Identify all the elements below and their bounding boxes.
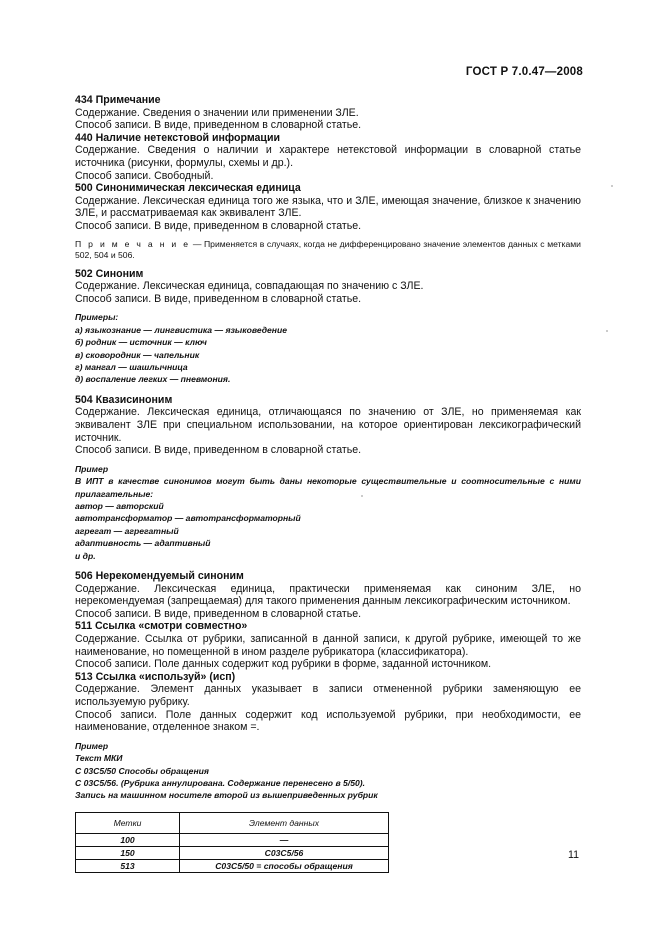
section-511-method: Способ записи. Поле данных содержит код рубрики в форме, заданной источником.: [75, 658, 492, 671]
list-item: автотрансформатор — автотрансформаторный: [75, 513, 301, 524]
note-text: — Применяется в случаях, когда не дифференцировано значение элементов данных с метками 502, 504 и 506.: [75, 238, 581, 261]
page-content: [75, 94, 581, 881]
example-label: Пример: [75, 463, 109, 474]
section-500-method: Способ записи. В виде, приведенном в словарной статье.: [75, 219, 362, 232]
table-cell: С03С5/56: [180, 846, 389, 859]
column-header-data-element: Элемент данных: [180, 812, 389, 833]
section-434-method: Способ записи. В виде, приведенном в словарной статье.: [75, 119, 362, 132]
section-500-title: 500 Синонимическая лексическая единица: [75, 182, 301, 195]
section-440-method: Способ записи. Свободный.: [75, 169, 214, 182]
section-434-content: Содержание. Сведения о значении или применении ЗЛЕ.: [75, 106, 359, 119]
section-502-title: 502 Синоним: [75, 267, 144, 280]
scan-speck: [361, 495, 363, 497]
section-434-title: 434 Примечание: [75, 94, 161, 106]
list-item: в) сковородник — чапельник: [75, 349, 200, 360]
example-line: С 03С5/50 Способы обращения: [75, 765, 209, 776]
table-cell: 513: [76, 859, 180, 872]
section-504-method: Способ записи. В виде, приведенном в словарной статье.: [75, 444, 362, 457]
section-504-title: 504 Квазисиноним: [75, 393, 173, 406]
section-502-method: Способ записи. В виде, приведенном в словарной статье.: [75, 292, 362, 305]
section-511-title: 511 Ссылка «смотри совместно»: [75, 620, 248, 633]
section-504-content: Содержание. Лексическая единица, отличающаяся по значению от ЗЛЕ, но применяемая как эквивалент ЗЛЕ при специальном использовании, на которое ориентирован лексикографический источник.: [75, 406, 581, 444]
example-line: С 03С5/56. (Рубрика аннулирована. Содержание перенесено в 5/50).: [75, 777, 365, 788]
list-item: б) родник — источник — ключ: [75, 337, 207, 348]
page-number: 11: [568, 849, 579, 861]
scan-speck: [611, 185, 613, 187]
data-elements-table: [75, 812, 389, 873]
example-line: Текст МКИ: [75, 753, 123, 764]
table-cell: —: [180, 833, 389, 846]
section-506-title: 506 Нерекомендуемый синоним: [75, 569, 244, 582]
example-line: Запись на машинном носителе второй из вышеприведенных рубрик: [75, 790, 378, 801]
list-item: а) языкознание — лингвистика — языковедение: [75, 324, 288, 335]
section-506-method: Способ записи. В виде, приведенном в словарной статье.: [75, 607, 362, 620]
note-label: П р и м е ч а н и е: [75, 238, 191, 249]
list-item: г) мангал — шашлычница: [75, 361, 188, 372]
column-header-labels: Метки: [76, 812, 180, 833]
table-cell: 150: [76, 846, 180, 859]
list-item: и др.: [75, 550, 96, 561]
list-item: автор — авторский: [75, 500, 164, 511]
table-row: [76, 846, 389, 859]
section-511-content: Содержание. Ссылка от рубрики, записанной в данной записи, к другой рубрике, имеющей то же наименование, но помещенной в ином разделе рубрикатора (классификатора).: [75, 632, 581, 658]
section-500-note: [75, 239, 581, 262]
section-513-title: 513 Ссылка «используй» (исп): [75, 670, 236, 683]
section-513-example: [75, 740, 581, 873]
example-intro: В ИПТ в качестве синонимов могут быть даны некоторые существительные и соотносительные с ними прилагательные:: [75, 476, 581, 499]
section-502-examples: [75, 311, 581, 385]
example-label: Пример: [75, 740, 109, 751]
section-513-method: Способ записи. Поле данных содержит код используемой рубрики, при необходимости, ее наименование, отделенное знаком =.: [75, 708, 581, 734]
section-500-content: Содержание. Лексическая единица того же языка, что и ЗЛЕ, имеющая значение, близкое к значению ЗЛЕ, и рассматриваемая как эквивалент ЗЛЕ.: [75, 194, 581, 220]
list-item: адаптивность — адаптивный: [75, 538, 211, 549]
standard-header: ГОСТ Р 7.0.47—2008: [465, 66, 583, 78]
section-502-content: Содержание. Лексическая единица, совпадающая по значению с ЗЛЕ.: [75, 280, 424, 293]
table-cell: 100: [76, 833, 180, 846]
list-item: агрегат — агрегатный: [75, 525, 179, 536]
section-504-example: [75, 463, 581, 562]
examples-label: Примеры:: [75, 312, 119, 323]
table-row: [76, 859, 389, 872]
section-506-content: Содержание. Лексическая единица, практически применяемая как синоним ЗЛЕ, но нерекомендуемая (запрещаемая) для такого применения данным лексикографическим источником.: [75, 582, 581, 608]
table-cell: С03С5/50 = способы обращения: [180, 859, 389, 872]
table-header-row: [76, 812, 389, 833]
section-513-content: Содержание. Элемент данных указывает в записи отмененной рубрики заменяющую ее используемую рубрику.: [75, 683, 581, 708]
table-row: [76, 833, 389, 846]
section-440-content: Содержание. Сведения о наличии и характере нетекстовой информации в словарной статье источника (рисунки, формулы, схемы и др.).: [75, 144, 581, 169]
section-440-title: 440 Наличие нетекстовой информации: [75, 131, 280, 144]
list-item: д) воспаление легких — пневмония.: [75, 374, 231, 385]
scan-speck: [606, 330, 608, 332]
